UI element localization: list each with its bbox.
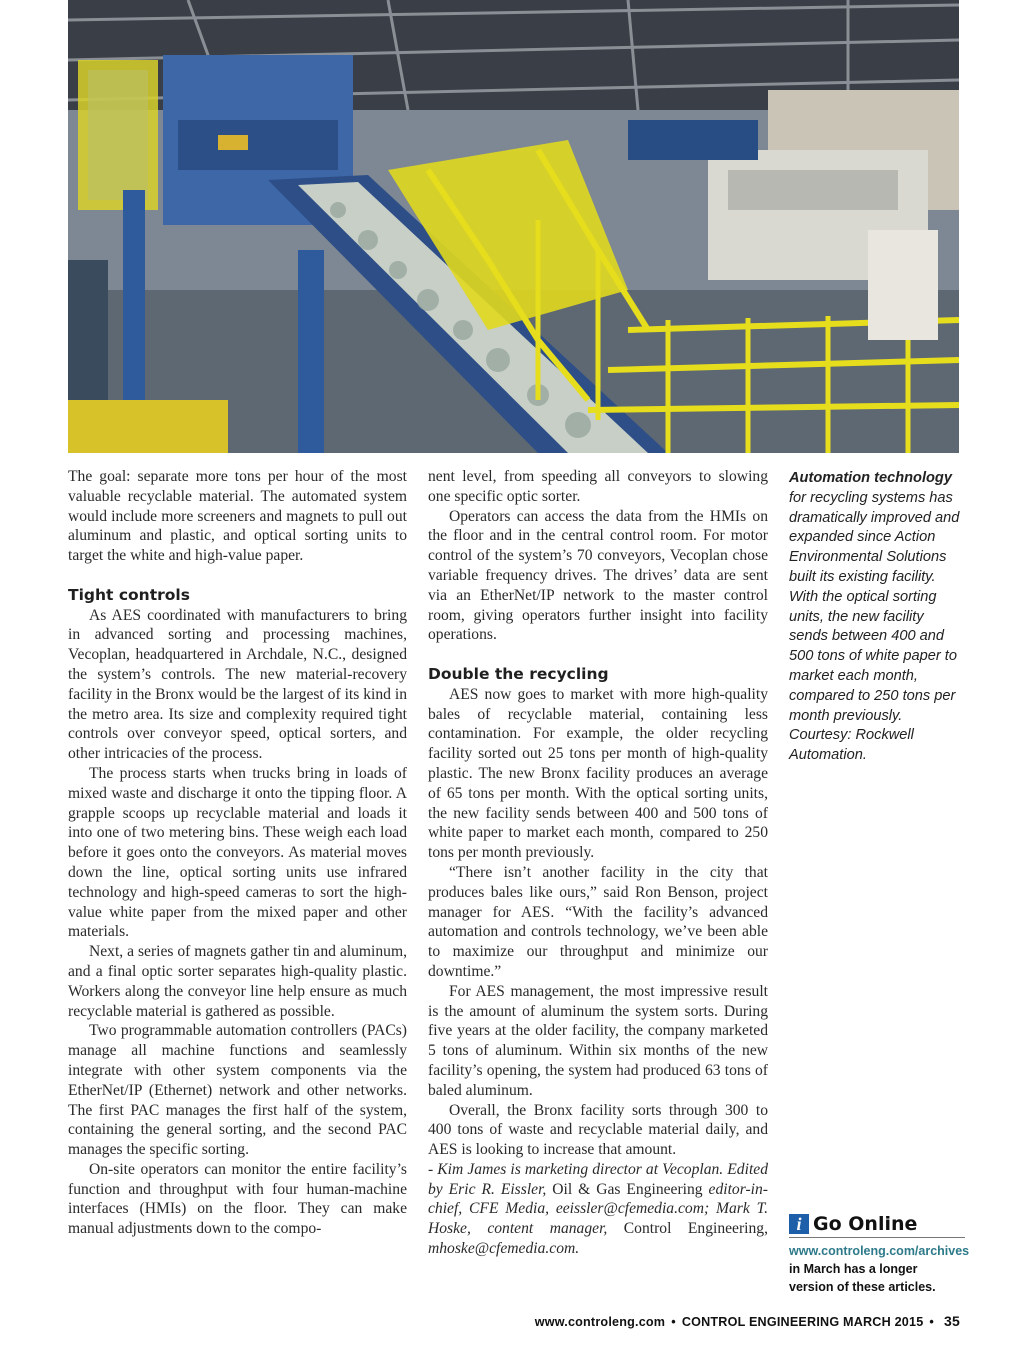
paragraph: AES now goes to market with more high-quality bales of recyclable material, containing less contamination. For example, the older recycling facility sorted out 25 tons per month of high-quality plastic. The new Bronx facility produces an average of 65 tons per month. With the optical sorting units, the new facility sends between 400 and 500 tons of white paper to market each month, compared to 250 tons per month previously. xyxy=(428,685,768,862)
archives-link[interactable]: www.controleng.com/archives xyxy=(789,1244,970,1258)
page-number: 35 xyxy=(944,1313,960,1329)
author-byline xyxy=(428,1160,768,1259)
section-heading-double-recycling: Double the recycling xyxy=(428,664,609,683)
go-online-title xyxy=(789,1213,965,1238)
info-icon: i xyxy=(789,1214,809,1234)
footer-bullet: • xyxy=(929,1315,935,1329)
go-online-description: in March has a longer version of these articles. xyxy=(789,1262,936,1294)
paragraph: nent level, from speeding all conveyors to slowing one specific optic sorter. xyxy=(428,468,768,505)
paragraph: “There isn’t another facility in the city that produces bales like ours,” said Ron Benson, project manager for AES. “With the facility’s advanced automation and controls technology, we’ve been able to maximize our throughput and minimize our downtime.” xyxy=(428,863,768,980)
article-column-2 xyxy=(428,467,768,1259)
paragraph: The process starts when trucks bring in loads of mixed waste and discharge it onto the tipping floor. A grapple scoops up recyclable material and loads it into one of two metering bins. These weigh each load before it goes onto the conveyors. As material moves down the line, optical sorting units use infrared technology and high-speed cameras to sort the high-value white paper from the mixed paper and other materials. xyxy=(68,764,407,941)
caption-lead: Automation technology xyxy=(789,470,952,486)
byline-part: - Kim James is marketing director at Vecoplan. Edited by Eric R. Eissler, xyxy=(428,1160,768,1198)
byline-part: editor-in-chief, CFE Media, eeissler@cfemedia.com; Mark T. Hoske, content manager, xyxy=(428,1180,768,1238)
page-footer xyxy=(535,1313,960,1329)
facility-photo xyxy=(68,0,959,453)
article-column-1 xyxy=(68,467,407,1239)
paragraph: As AES coordinated with manufacturers to bring in advanced sorting and processing machines, Vecoplan, headquartered in Archdale, N.C., designed the system’s controls. The new material-recovery facility in the Bronx would be the largest of its kind in the metro area. Its size and complexity required tight controls over conveyor speed, optical sorters, and other intricacies of the process. xyxy=(68,606,407,763)
byline-part: Oil & Gas Engineering xyxy=(546,1180,709,1198)
paragraph: Overall, the Bronx facility sorts through 300 to 400 tons of waste and recyclable material daily, and AES is looking to increase that amount. xyxy=(428,1101,768,1159)
paragraph: The goal: separate more tons per hour of the most valuable recyclable material. The automated system would include more screeners and magnets to pull out aluminum and plastic, and optical sorting units to target the white and high-value paper. xyxy=(68,468,407,565)
footer-magazine: CONTROL ENGINEERING MARCH 2015 xyxy=(681,1315,924,1329)
caption-body: for recycling systems has dramatically improved and expanded since Action Environmental Solutions built its existing facility. With the optical sorting units, the new facility sends between 400 and 500 tons of white paper to market each month, compared to 250 tons per month previously. Courtesy: Rockwell Automation. xyxy=(789,489,960,764)
paragraph: On-site operators can monitor the entire facility’s function and throughput with four human-machine interfaces (HMIs) on the floor. They can make manual adjustments down to the compo- xyxy=(68,1160,407,1238)
paragraph: Next, a series of magnets gather tin and aluminum, and a final optic sorter separates high-quality plastic. Workers along the conveyor line help ensure as much recyclable material is gathered as possible. xyxy=(68,943,407,1020)
byline-part: Control Engineering, xyxy=(607,1220,768,1238)
go-online-label: Go Online xyxy=(813,1213,918,1235)
paragraph: Operators can access the data from the HMIs on the floor and in the central control room. For motor control of the system’s 70 conveyors, Vecoplan chose variable frequency drives. The drives’ data are sent via an EtherNet/IP network to the master control room, giving operators further insight into facility operations. xyxy=(428,507,768,644)
footer-website-link[interactable]: www.controleng.com xyxy=(534,1315,666,1329)
section-heading-tight-controls: Tight controls xyxy=(68,585,190,604)
footer-bullet: • xyxy=(671,1315,676,1329)
photo-caption xyxy=(789,469,965,766)
paragraph: Two programmable automation controllers (PACs) manage all machine functions and seamlessly integrate with other system components via the EtherNet/IP (Ethernet) network and other networks. The first PAC manages the first half of the system, containing the general sorting, and the second PAC manages the specific sorting. xyxy=(68,1022,407,1159)
byline-part: mhoske@cfemedia.com. xyxy=(428,1240,580,1258)
paragraph: For AES management, the most impressive result is the amount of aluminum the system sorts. During five years at the older facility, the company marketed 5 tons of aluminum. Within six months of the new facility’s opening, the system had produced 63 tons of baled aluminum. xyxy=(428,982,768,1099)
go-online-box xyxy=(789,1213,970,1296)
